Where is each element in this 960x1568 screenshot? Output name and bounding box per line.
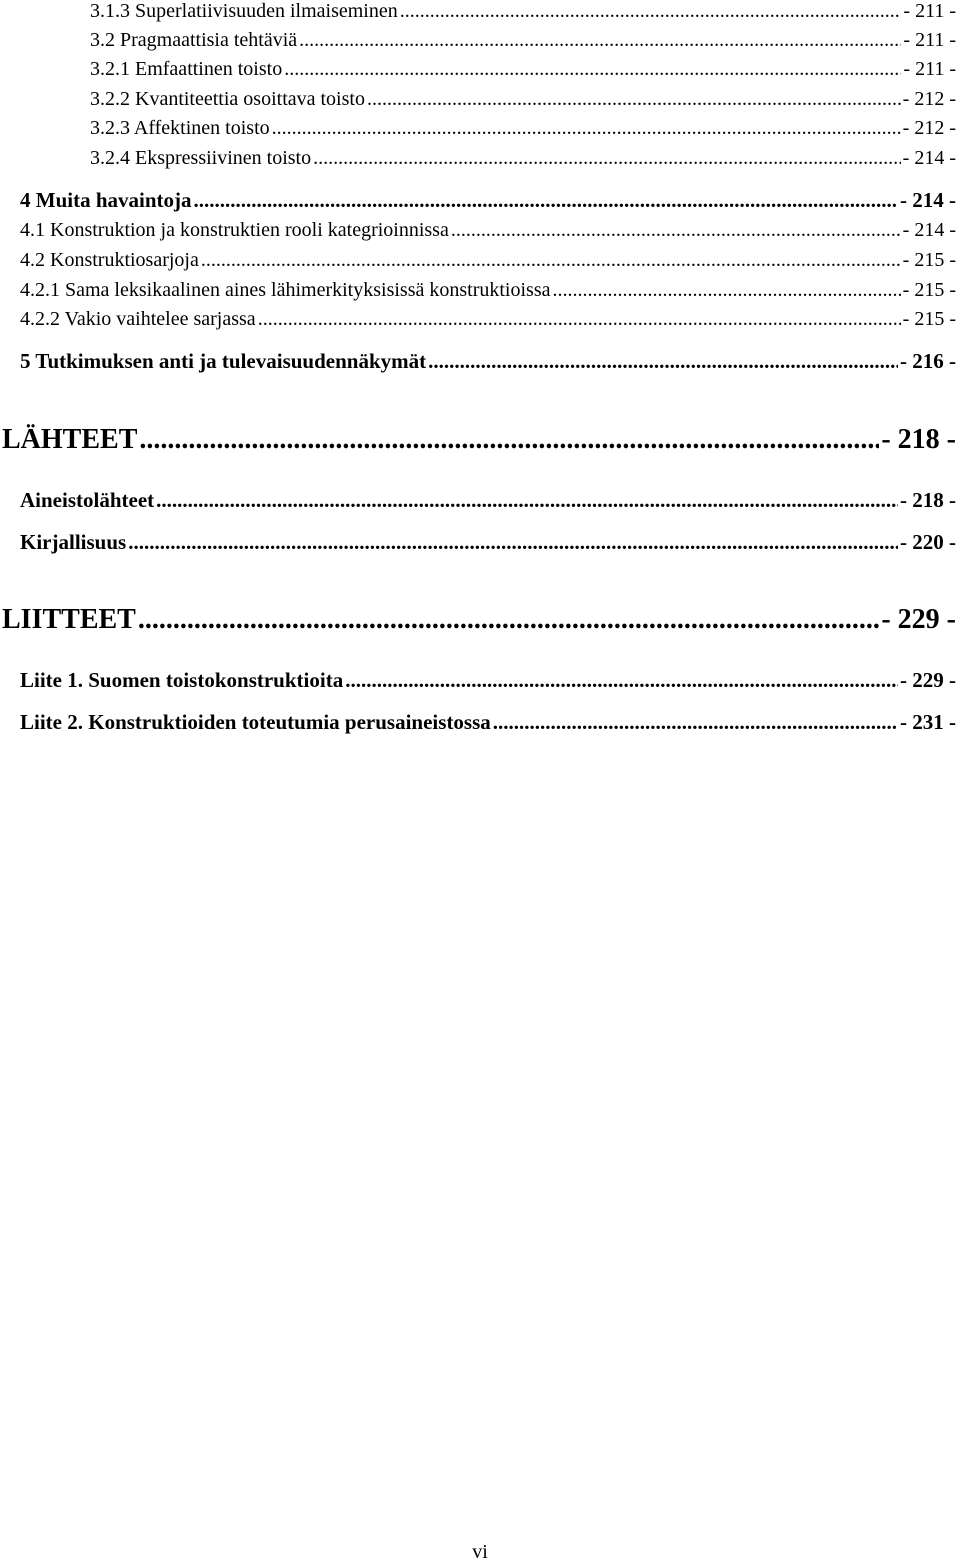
toc-leader bbox=[272, 117, 901, 140]
toc-entry[interactable] bbox=[20, 668, 956, 693]
toc-entry[interactable] bbox=[90, 117, 956, 140]
toc-entry-page: - 214 - bbox=[902, 147, 956, 169]
toc-entry-page: - 214 - bbox=[902, 219, 956, 241]
toc-entry-title: 3.2.3 Affektinen toisto bbox=[90, 117, 270, 139]
toc-entry[interactable] bbox=[20, 349, 956, 374]
toc-entry-page: - 218 - bbox=[900, 488, 956, 512]
toc-entry-title: LIITTEET bbox=[2, 604, 136, 635]
toc-entry-title: Kirjallisuus bbox=[20, 530, 127, 554]
toc-leader bbox=[428, 349, 898, 374]
toc-entry-title: 4.1 Konstruktion ja konstruktien rooli kategrioinnissa bbox=[20, 219, 449, 241]
toc-entry[interactable] bbox=[90, 147, 956, 170]
toc-leader bbox=[451, 219, 901, 242]
toc-entry-title: Liite 2. Konstruktioiden toteutumia perusaineistossa bbox=[20, 710, 491, 734]
toc-entry-page: - 212 - bbox=[902, 117, 956, 139]
toc-entry-title: Liite 1. Suomen toistokonstruktioita bbox=[20, 668, 344, 692]
toc-entry[interactable] bbox=[20, 710, 956, 735]
toc-entry-title: Aineistolähteet bbox=[20, 488, 155, 512]
toc-entry-title: 5 Tutkimuksen anti ja tulevaisuudennäkymät bbox=[20, 349, 427, 373]
toc-entry[interactable] bbox=[20, 488, 956, 513]
toc-entry-page: - 229 - bbox=[900, 668, 956, 692]
toc-entry[interactable] bbox=[20, 279, 956, 302]
toc-leader bbox=[201, 249, 901, 272]
toc-entry-page: - 215 - bbox=[902, 279, 956, 301]
toc-entry-page: - 211 - bbox=[903, 0, 956, 22]
toc-entry[interactable] bbox=[20, 249, 956, 272]
toc-entry[interactable] bbox=[20, 308, 956, 331]
toc-entry[interactable] bbox=[90, 88, 956, 111]
page-number: vi bbox=[472, 1541, 488, 1563]
toc-entry-title: 3.2.2 Kvantiteettia osoittava toisto bbox=[90, 88, 365, 110]
toc-entry-page: - 215 - bbox=[902, 308, 956, 330]
toc-leader bbox=[156, 488, 898, 513]
toc-entry[interactable] bbox=[20, 188, 956, 213]
toc-leader bbox=[258, 308, 901, 331]
toc-entry-title: 3.1.3 Superlatiivisuuden ilmaiseminen bbox=[90, 0, 398, 22]
toc-entry-page: - 231 - bbox=[900, 710, 956, 734]
toc-leader bbox=[552, 279, 900, 302]
toc-leader bbox=[284, 58, 901, 81]
toc-entry[interactable] bbox=[90, 0, 956, 23]
toc-leader bbox=[139, 424, 879, 456]
toc-entry[interactable] bbox=[2, 604, 956, 636]
toc-entry-page: - 220 - bbox=[900, 530, 956, 554]
toc-entry-title: 4.2 Konstruktiosarjoja bbox=[20, 249, 199, 271]
toc-entry-page: - 214 - bbox=[900, 188, 956, 212]
toc-entry[interactable] bbox=[20, 219, 956, 242]
toc-entry-page: - 212 - bbox=[902, 88, 956, 110]
toc-entry[interactable] bbox=[20, 530, 956, 555]
toc-entry-page: - 211 - bbox=[903, 29, 956, 51]
toc-leader bbox=[345, 668, 898, 693]
toc-entry-page: - 211 - bbox=[903, 58, 956, 80]
toc-entry-page: - 215 - bbox=[902, 249, 956, 271]
toc-leader bbox=[299, 29, 901, 52]
toc-leader bbox=[194, 188, 898, 213]
toc-leader bbox=[400, 0, 902, 23]
toc-leader bbox=[128, 530, 898, 555]
toc-leader bbox=[313, 147, 901, 170]
toc-entry-title: 4 Muita havaintoja bbox=[20, 188, 192, 212]
toc-entry-page: - 229 - bbox=[881, 604, 956, 635]
toc-entry-page: - 216 - bbox=[900, 349, 956, 373]
toc-entry[interactable] bbox=[2, 424, 956, 456]
toc-entry-title: 4.2.2 Vakio vaihtelee sarjassa bbox=[20, 308, 256, 330]
toc-leader bbox=[493, 710, 898, 735]
toc-leader bbox=[138, 604, 879, 636]
toc-entry[interactable] bbox=[90, 29, 956, 52]
toc-entry-page: - 218 - bbox=[881, 424, 956, 455]
toc-entry-title: 3.2.1 Emfaattinen toisto bbox=[90, 58, 283, 80]
toc-leader bbox=[367, 88, 901, 111]
toc-entry-title: 4.2.1 Sama leksikaalinen aines lähimerkityksisissä konstruktioissa bbox=[20, 279, 551, 301]
toc-entry-title: 3.2 Pragmaattisia tehtäviä bbox=[90, 29, 298, 51]
toc-entry-title: 3.2.4 Ekspressiivinen toisto bbox=[90, 147, 312, 169]
toc-entry-title: LÄHTEET bbox=[2, 424, 138, 455]
toc-entry[interactable] bbox=[90, 58, 956, 81]
